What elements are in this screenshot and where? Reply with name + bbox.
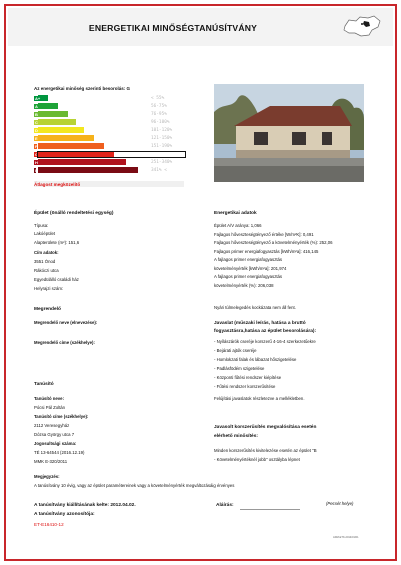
certificate-id-value: ET-E16410-12 [34,522,64,527]
recommendation-item: - Padlásfödém szigetelése [214,366,265,371]
certifier-section-title: Tanúsító [34,382,54,387]
hungary-map-icon [341,14,383,38]
rating-band-range: 56-75% [151,103,167,109]
certifier-name: Pócsi Pál Zoltán [34,405,66,410]
energy-data-line: A fajlagos primer energiafogyasztás [214,257,283,262]
rating-band-range: < 55% [151,95,165,101]
rating-band-letter: G [35,152,39,157]
energy-data-line: követelményérték (%): 206,038 [214,282,274,288]
selected-rating-marker [37,151,186,158]
certificate-header [8,8,393,46]
rating-band-b [38,111,68,117]
certifier-address-2: Dózsa György utca 7 [34,432,75,437]
building-photo [214,84,364,182]
rating-band-range: 191-250% [151,151,173,157]
certificate-title: ENERGETIKAI MINŐSÉGTANÚSÍTVÁNY [88,23,258,33]
rating-band-d [38,127,84,133]
rating-band-e [38,135,94,141]
improvement-title-2: elérhető minősítés: [214,434,258,439]
rating-band-i [38,167,138,173]
energy-data-line: Fajlagos hőveszteségtényező értéke [W/m²K]: 0,491 [214,231,314,237]
rating-band-range: 151-190% [151,143,173,149]
notes-text: A tanúsítvány 10 évig, vagy az épület paramétereinek vagy a követelményérték megváltozásáig érvényes [34,483,235,488]
notes-label: Megjegyzés: [34,474,60,479]
building-type-value: Lakóépület [34,231,56,236]
improvement-text-2: - Követelményértéknél jobb" osztályba lépnet [214,457,300,462]
energy-data-line: A fajlagos primer energiafogyasztás [214,274,283,279]
building-section-title: Épület (önálló rendeltetési egység) [34,211,114,216]
recommendation-item: - Fűtési rendszer korszerűsítése [214,384,276,389]
address-line-1: 3551 Ónod [34,259,56,264]
rating-band-f [38,143,104,149]
energy-data-line: Épület A/V aránya: 1,066 [214,223,262,228]
rating-band-range: 96-100% [151,119,170,125]
client-address-label: Megrendelő címe (székhelye): [34,340,95,345]
client-section-title: Megrendelő [34,307,61,312]
improvement-text-1: Minden korszerűsítés kivitelezése esetén az épület "B [214,448,317,453]
address-label: Cím adatok: [34,250,59,255]
rating-band-h [38,159,126,165]
stamp-label: (Pecsét helye) [326,501,354,506]
recommendation-item: - Nyílászárók cseréje korszerű 4-16-4 szerkezetűekre [214,339,316,344]
rating-band-range: 76-95% [151,111,167,117]
signature-line [240,509,300,510]
overheating-note: Nyári túlmelegedés kockázata nem áll fent. [214,305,296,310]
recommendation-item: - Központi fűtési rendszer kiépítése [214,375,282,380]
certifier-name-label: Tanúsító neve: [34,396,65,401]
recommendation-item: - Homlokzati falak és lábazat hőszigetelése [214,357,297,362]
recommendations-title-2: fogyasztásra,hatása az épület besorolására): [214,329,317,334]
recommendations-title-1: Javaslat (műszaki leírás, hatása a bruttó [214,321,306,326]
address-line-3: Egyedülálló családi ház [34,277,79,282]
rating-band-letter: D [35,128,38,133]
rating-title: Az energetikai minőség szerinti besorolás: G [34,86,131,91]
rating-band-letter: A [35,104,38,109]
certificate-id-label: A tanúsítvány azonosítója: [34,512,95,517]
signature-label: Aláírás: [216,503,234,508]
recommendation-item: - Bejárati ajtók cseréje [214,348,257,353]
energy-section-title: Energetikai adatok [214,211,257,216]
rating-band-a [38,103,58,109]
rating-band-letter: A+ [35,96,41,101]
rating-band-range: 251-340% [151,159,173,165]
average-label: Átlagost megközelítő [34,182,81,187]
rating-band-letter: I [35,168,37,173]
rating-band-c [38,119,76,125]
license-label: Jogosultsági száma: [34,441,77,446]
energy-data-line: követelményérték [kWh/m²a]: 201,974 [214,265,287,271]
issue-date: A tanúsítvány kiállításának kelte: 2012.04.02. [34,503,136,508]
footer-code: ADM-ETK-2014/01/01 [333,536,359,539]
certifier-address-label: Tanúsító címe (székhelye): [34,414,89,419]
rating-band-letter: C [35,120,38,125]
rating-band-range: 121-150% [151,135,173,141]
energy-data-line: Fajlagos hőveszteségtényező a követelményérték (%): 252,06 [214,240,333,245]
rating-band-range: 341% < [151,167,167,173]
rating-band-letter: E [35,136,38,141]
rating-band-letter: F [35,144,38,149]
rating-band-letter: H [35,160,38,165]
license-2: MMK E-320/2011 [34,459,68,464]
lot-number-label: Helyrajzi szám: [34,286,64,291]
client-name-label: Megrendelő neve (elnevezése): [34,320,98,325]
improvement-title-1: Javasolt korszerűsítés megvalósítása esetén [214,425,317,430]
building-area: Alapterülete (m²): 151,6 [34,240,80,245]
certifier-address-1: 2112 Veresegyház [34,423,70,428]
address-line-2: Rákóczi utca [34,268,59,273]
building-type-label: Típusa: [34,223,49,228]
recommendations-note: Felújítási javaslatok részletezve a mellékletben. [214,396,305,401]
rating-band-range: 101-120% [151,127,173,133]
rating-band-letter: B [35,112,38,117]
license-1: TÉ 13-64544 (2016.12.19) [34,450,85,455]
energy-data-line: Fajlagos primer energiafogyasztás [kWh/m²a]: 416,145 [214,248,319,254]
